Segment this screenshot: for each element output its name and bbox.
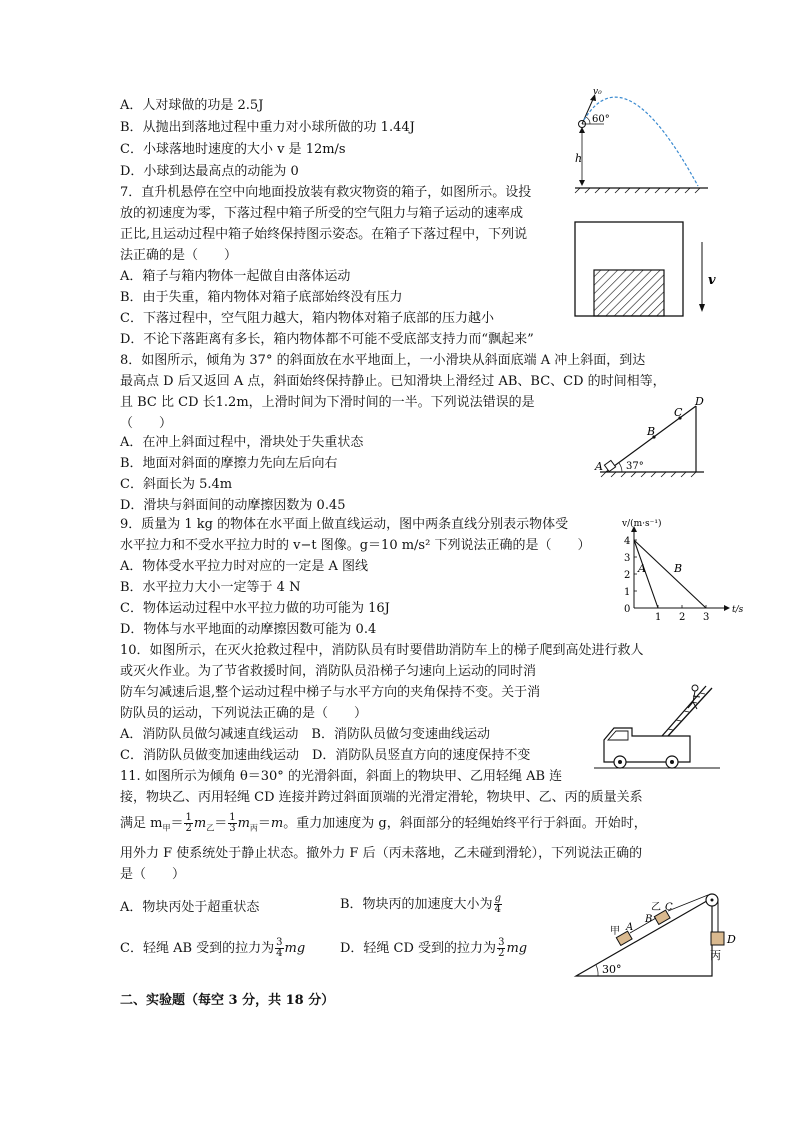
x-axis-arrow — [724, 605, 730, 611]
q7-option-b: B．由于失重，箱内物体对箱子底部始终没有压力 — [120, 290, 403, 305]
series-label-a: A — [638, 562, 646, 575]
block-bing-label: 丙 — [710, 949, 721, 962]
q10-stem-line3: 防车匀减速后退,整个运动过程中梯子与水平方向的夹角保持不变。关于消 — [120, 685, 541, 700]
x-tick-label: 3 — [703, 612, 710, 623]
point-c-label: C — [674, 406, 683, 419]
series-label-b: B — [674, 562, 683, 575]
y-tick-label: 2 — [624, 570, 631, 581]
q8-option-d: D．滑块与斜面间的动摩擦因数为 0.45 — [120, 498, 346, 513]
y-tick-label: 3 — [624, 553, 631, 564]
height-label: h — [575, 152, 583, 165]
q9-option-b: B．水平拉力大小一定等于 4 N — [120, 580, 301, 595]
q8-option-b: B．地面对斜面的摩擦力先向左后向右 — [120, 456, 338, 471]
q11-option-a: A．物块丙处于超重状态 — [120, 900, 260, 915]
q11-option-d: D．轻绳 CD 受到的拉力为 $\frac{3}{2}$ mg — [340, 937, 528, 959]
q9-option-c: C．物体运动过程中水平拉力做的功可能为 16J — [120, 601, 390, 616]
v0-label: v₀ — [593, 87, 602, 97]
q11-stem-line4: 用外力 F 使系统处于静止状态。撤外力 F 后（丙未落地，乙未碰到滑轮），下列说法正确的 — [120, 846, 643, 861]
angle-37-label: 37° — [626, 461, 644, 472]
y-tick-label: 4 — [624, 536, 631, 547]
q9-stem-line1: 9．质量为 1 kg 的物体在水平面上做直线运动，图中两条直线分别表示物体受 — [120, 517, 569, 532]
q7-option-a: A．箱子与箱内物体一起做自由落体运动 — [120, 269, 351, 284]
q8-stem-line1: 8．如图所示，倾角为 37° 的斜面放在水平地面上，一小滑块从斜面底端 A 冲上斜面，到达 — [120, 353, 646, 368]
q11-stem-line1: 11. 如图所示为倾角 θ＝30° 的光滑斜面，斜面上的物块甲、乙用轻绳 AB 连 — [120, 769, 563, 784]
q7-stem-line2: 放的初速度为零，下落过程中箱子所受的空气阻力与箱子运动的速率成 — [120, 206, 524, 221]
q8-option-a: A．在冲上斜面过程中，滑块处于失重状态 — [120, 435, 364, 450]
rope-label-a: A — [626, 922, 634, 933]
q7-option-d: D．不论下落距离有多长，箱内物体都不可能不受底部支持力而“飘起来” — [120, 332, 534, 347]
q7-option-c: C．下落过程中，空气阻力越大，箱内物体对箱子底部的压力越小 — [120, 311, 494, 326]
q8-option-c: C．斜面长为 5.4m — [120, 477, 233, 492]
point-d-label: D — [695, 395, 704, 408]
q6-option-b: B．从抛出到落地过程中重力对小球所做的功 1.44J — [120, 120, 415, 135]
rope-label-c: C — [665, 902, 673, 913]
q10-stem-line1: 10．如图所示，在灭火抢救过程中，消防队员有时要借助消防车上的梯子爬到高处进行救人 — [120, 643, 644, 658]
pulley-label-d: D — [727, 933, 736, 946]
angle-30-label: 30° — [602, 963, 622, 976]
q9-stem-line2: 水平拉力和不受水平拉力时的 v−t 图像。g＝10 m/s² 下列说法正确的是（ ） — [120, 538, 591, 553]
velocity-label: v — [708, 273, 716, 288]
q11-mass-relation: 满足 $m_甲=$ $\frac{1}{2}$ $m_乙=$ $\frac{1}{3}$ $m_丙=m$。重力加速度为 g，斜面部分的轻绳始终平行于斜面。开始时， — [120, 812, 647, 834]
q6-option-d: D．小球到达最高点的动能为 0 — [120, 164, 299, 179]
block-yi-label: 乙 — [651, 902, 661, 913]
incline-figure — [592, 396, 712, 484]
q7-stem-line1: 7．直升机悬停在空中向地面投放装有救灾物资的箱子，如图所示。设投 — [120, 185, 532, 200]
q8-stem-line2: 最高点 D 后又返回 A 点，斜面始终保持静止。已知滑块上滑经过 AB、BC、CD 的时间相等， — [120, 374, 666, 389]
q10-options-ab: A．消防队员做匀减速直线运动 B．消防队员做匀变速曲线运动 — [120, 727, 490, 742]
q11-stem-line2: 接，物块乙、丙用轻绳 CD 连接并跨过斜面顶端的光滑定滑轮，物块甲、乙、丙的质量关系 — [120, 790, 643, 805]
rope-label-b: B — [645, 914, 653, 925]
point-b-label: B — [647, 425, 656, 438]
q11-option-b: B．物块丙的加速度大小为 $\frac{g}{4}$ — [340, 893, 501, 915]
point-a-label: A — [595, 460, 603, 473]
x-tick-label: 2 — [679, 612, 686, 623]
box-figure — [574, 220, 724, 332]
q10-stem-line4: 防队员的运动，下列说法正确的是（ ） — [120, 706, 368, 721]
section-2-heading: 二、实验题（每空 3 分，共 18 分） — [120, 993, 335, 1008]
pulley-incline-figure — [572, 886, 742, 982]
q9-option-d: D．物体与水平地面的动摩擦因数可能为 0.4 — [120, 622, 377, 637]
q11-stem-line5: 是（ ） — [120, 867, 186, 882]
projectile-figure — [570, 82, 710, 194]
y-axis-label: v/(m·s⁻¹) — [622, 519, 662, 529]
q8-stem-line3: 且 BC 比 CD 长1.2m，上滑时间为下滑时间的一半。下列说法错误的是 — [120, 395, 535, 410]
x-axis-label: t/s — [732, 605, 744, 615]
q7-stem-line4: 法正确的是（ ） — [120, 248, 238, 263]
block-jia-label: 甲 — [610, 926, 620, 937]
angle-60-label: 60° — [592, 114, 610, 125]
q7-stem-line3: 正比,且运动过程中箱子始终保持图示姿态。在箱子下落过程中，下列说 — [120, 227, 528, 242]
y-tick-label: 1 — [624, 587, 631, 598]
q8-stem-line4: （ ） — [120, 416, 173, 431]
fire-truck-figure — [592, 682, 722, 774]
vt-chart — [604, 516, 744, 623]
q6-option-c: C．小球落地时速度的大小 v 是 12m/s — [120, 142, 346, 157]
q11-option-c: C．轻绳 AB 受到的拉力为 $\frac{3}{4}$ mg — [120, 937, 306, 959]
q10-stem-line2: 或灭火作业。为了节省救援时间，消防队员沿梯子匀速向上运动的同时消 — [120, 664, 537, 679]
origin-label: 0 — [624, 604, 631, 615]
x-tick-label: 1 — [655, 612, 662, 623]
q9-option-a: A．物体受水平拉力时对应的一定是 A 图线 — [120, 559, 369, 574]
q6-option-a: A．人对球做的功是 2.5J — [120, 98, 264, 113]
q10-options-cd: C．消防队员做变加速曲线运动 D．消防队员竖直方向的速度保持不变 — [120, 748, 531, 763]
